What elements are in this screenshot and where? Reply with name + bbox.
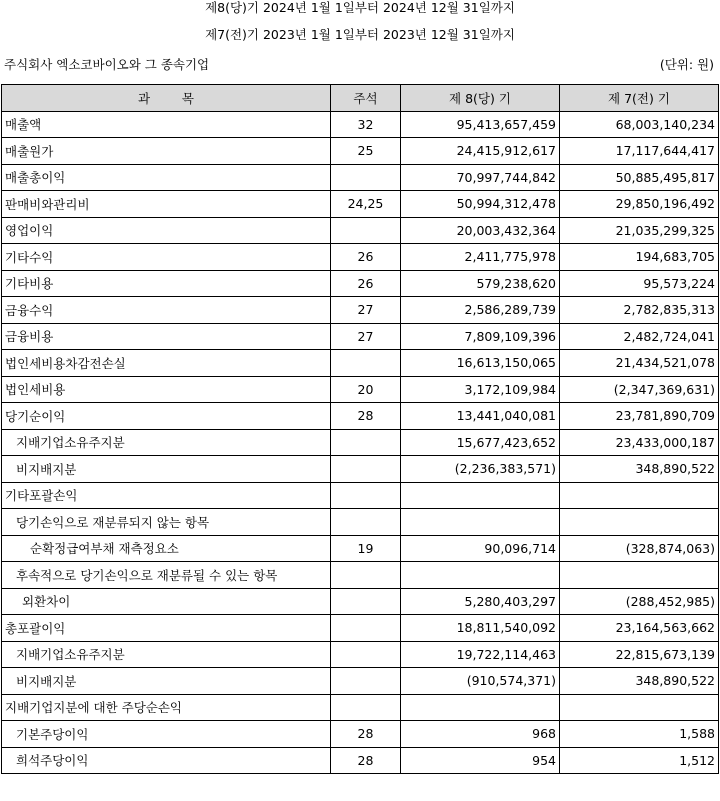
amount-prior: 23,781,890,709 <box>560 403 719 430</box>
table-row <box>2 456 719 483</box>
account-name: 순확정급여부채 재측정요소 <box>2 535 331 562</box>
column-header-prior: 제 7(전) 기 <box>560 85 719 112</box>
account-name: 지배기업소유주지분 <box>2 429 331 456</box>
amount-prior <box>560 562 719 589</box>
account-name: 법인세비용차감전손실 <box>2 350 331 377</box>
account-name: 총포괄이익 <box>2 615 331 642</box>
table-row <box>2 297 719 324</box>
table-row <box>2 138 719 165</box>
amount-current: 18,811,540,092 <box>401 615 560 642</box>
note-ref: 26 <box>331 244 401 271</box>
table-row <box>2 562 719 589</box>
amount-current: 95,413,657,459 <box>401 111 560 138</box>
amount-current: 954 <box>401 747 560 774</box>
table-row <box>2 482 719 509</box>
amount-current <box>401 509 560 536</box>
table-row <box>2 668 719 695</box>
table-row <box>2 429 719 456</box>
amount-prior: 348,890,522 <box>560 456 719 483</box>
table-row <box>2 747 719 774</box>
amount-prior: 194,683,705 <box>560 244 719 271</box>
account-name: 법인세비용 <box>2 376 331 403</box>
note-ref: 19 <box>331 535 401 562</box>
table-row <box>2 191 719 218</box>
amount-current: 24,415,912,617 <box>401 138 560 165</box>
amount-current: 90,096,714 <box>401 535 560 562</box>
table-row <box>2 164 719 191</box>
note-ref <box>331 350 401 377</box>
amount-prior <box>560 482 719 509</box>
note-ref <box>331 482 401 509</box>
note-ref: 27 <box>331 297 401 324</box>
note-ref <box>331 456 401 483</box>
note-ref: 28 <box>331 721 401 748</box>
account-name: 매출원가 <box>2 138 331 165</box>
account-name: 희석주당이익 <box>2 747 331 774</box>
column-header-current: 제 8(당) 기 <box>401 85 560 112</box>
amount-prior: 95,573,224 <box>560 270 719 297</box>
table-row <box>2 535 719 562</box>
amount-current: 16,613,150,065 <box>401 350 560 377</box>
account-name: 당기손익으로 재분류되지 않는 항목 <box>2 509 331 536</box>
account-name: 기타포괄손익 <box>2 482 331 509</box>
table-row <box>2 721 719 748</box>
amount-prior: 21,434,521,078 <box>560 350 719 377</box>
account-name: 금융비용 <box>2 323 331 350</box>
amount-prior: 2,482,724,041 <box>560 323 719 350</box>
unit-label: (단위: 원) <box>659 57 714 72</box>
amount-current: 20,003,432,364 <box>401 217 560 244</box>
amount-current: 70,997,744,842 <box>401 164 560 191</box>
table-row <box>2 588 719 615</box>
amount-prior: 17,117,644,417 <box>560 138 719 165</box>
note-ref <box>331 562 401 589</box>
period-current: 제8(당)기 2024년 1월 1일부터 2024년 12월 31일까지 <box>205 0 515 15</box>
account-name: 외환차이 <box>2 588 331 615</box>
amount-prior <box>560 509 719 536</box>
account-name: 지배기업지분에 대한 주당순손익 <box>2 694 331 721</box>
amount-current: 3,172,109,984 <box>401 376 560 403</box>
table-row <box>2 323 719 350</box>
account-name: 비지배지분 <box>2 668 331 695</box>
table-row <box>2 111 719 138</box>
note-ref <box>331 429 401 456</box>
account-name: 기타수익 <box>2 244 331 271</box>
note-ref: 25 <box>331 138 401 165</box>
note-ref: 28 <box>331 403 401 430</box>
amount-current: 50,994,312,478 <box>401 191 560 218</box>
table-row <box>2 403 719 430</box>
amount-prior: 23,433,000,187 <box>560 429 719 456</box>
period-prior: 제7(전)기 2023년 1월 1일부터 2023년 12월 31일까지 <box>205 27 515 42</box>
amount-prior: 68,003,140,234 <box>560 111 719 138</box>
account-name: 당기순이익 <box>2 403 331 430</box>
note-ref <box>331 641 401 668</box>
account-name: 지배기업소유주지분 <box>2 641 331 668</box>
note-ref <box>331 694 401 721</box>
column-header-note: 주석 <box>331 85 401 112</box>
table-row <box>2 509 719 536</box>
amount-prior: 1,588 <box>560 721 719 748</box>
company-name: 주식회사 엑소코바이오와 그 종속기업 <box>4 57 210 72</box>
amount-prior: 1,512 <box>560 747 719 774</box>
account-name: 기본주당이익 <box>2 721 331 748</box>
amount-current <box>401 482 560 509</box>
amount-current: 7,809,109,396 <box>401 323 560 350</box>
amount-prior: 29,850,196,492 <box>560 191 719 218</box>
account-name: 영업이익 <box>2 217 331 244</box>
amount-prior: 348,890,522 <box>560 668 719 695</box>
amount-current: (910,574,371) <box>401 668 560 695</box>
amount-prior: 23,164,563,662 <box>560 615 719 642</box>
amount-prior: 22,815,673,139 <box>560 641 719 668</box>
table-row <box>2 270 719 297</box>
amount-current: 2,586,289,739 <box>401 297 560 324</box>
amount-current: (2,236,383,571) <box>401 456 560 483</box>
table-row <box>2 217 719 244</box>
amount-prior: 21,035,299,325 <box>560 217 719 244</box>
amount-current: 5,280,403,297 <box>401 588 560 615</box>
column-header-account: 과 목 <box>2 85 331 112</box>
amount-current: 15,677,423,652 <box>401 429 560 456</box>
account-name: 매출총이익 <box>2 164 331 191</box>
amount-prior: (288,452,985) <box>560 588 719 615</box>
amount-current <box>401 562 560 589</box>
amount-prior: 2,782,835,313 <box>560 297 719 324</box>
note-ref <box>331 217 401 244</box>
amount-current <box>401 694 560 721</box>
amount-current: 2,411,775,978 <box>401 244 560 271</box>
income-statement-table <box>1 84 719 774</box>
account-name: 판매비와관리비 <box>2 191 331 218</box>
note-ref: 26 <box>331 270 401 297</box>
amount-prior <box>560 694 719 721</box>
note-ref <box>331 615 401 642</box>
note-ref: 28 <box>331 747 401 774</box>
amount-current: 579,238,620 <box>401 270 560 297</box>
table-header-row <box>2 85 719 112</box>
note-ref: 20 <box>331 376 401 403</box>
table-row <box>2 350 719 377</box>
amount-prior: 50,885,495,817 <box>560 164 719 191</box>
table-row <box>2 615 719 642</box>
amount-current: 968 <box>401 721 560 748</box>
amount-prior: (2,347,369,631) <box>560 376 719 403</box>
amount-current: 13,441,040,081 <box>401 403 560 430</box>
account-name: 매출액 <box>2 111 331 138</box>
note-ref: 24,25 <box>331 191 401 218</box>
amount-prior: (328,874,063) <box>560 535 719 562</box>
note-ref <box>331 668 401 695</box>
table-row <box>2 244 719 271</box>
account-name: 후속적으로 당기손익으로 재분류될 수 있는 항목 <box>2 562 331 589</box>
amount-current: 19,722,114,463 <box>401 641 560 668</box>
note-ref: 32 <box>331 111 401 138</box>
note-ref <box>331 509 401 536</box>
account-name: 금융수익 <box>2 297 331 324</box>
note-ref <box>331 588 401 615</box>
table-row <box>2 376 719 403</box>
account-name: 비지배지분 <box>2 456 331 483</box>
note-ref: 27 <box>331 323 401 350</box>
note-ref <box>331 164 401 191</box>
table-row <box>2 641 719 668</box>
table-row <box>2 694 719 721</box>
account-name: 기타비용 <box>2 270 331 297</box>
